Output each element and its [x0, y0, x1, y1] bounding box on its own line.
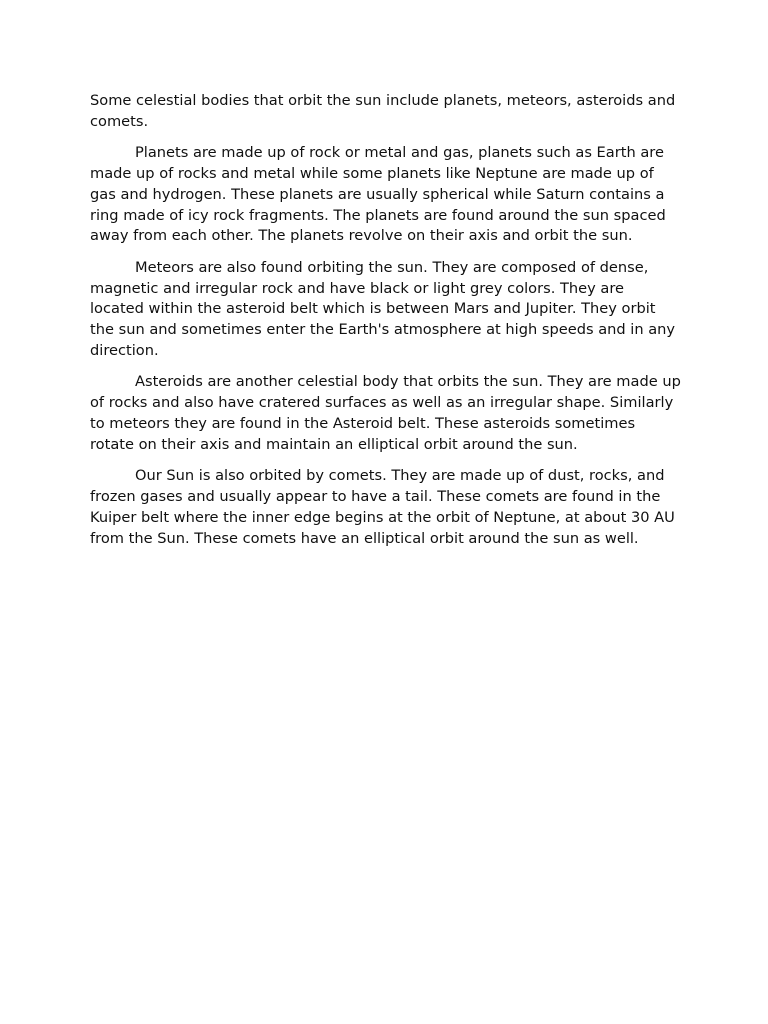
- paragraph-asteroids: Asteroids are another celestial body that orbits the sun. They are made up of rocks and also have cratered surfaces as well as an irregular shape. Similarly to meteors they are found in the Asteroid belt. These asteroids sometimes rotate on their axis and maintain an elliptical orbit around the sun.: [90, 373, 681, 453]
- document-body: [90, 91, 682, 560]
- paragraph-intro: Some celestial bodies that orbit the sun include planets, meteors, asteroids and comets.: [90, 92, 676, 130]
- paragraph-comets: Our Sun is also orbited by comets. They are made up of dust, rocks, and frozen gases and usually appear to have a tail. These comets are found in the Kuiper belt where the inner edge begins at the orbit of Neptune, at about 30 AU from the Sun. These comets have an elliptical orbit around the sun as well.: [90, 467, 675, 547]
- paragraph-planets: Planets are made up of rock or metal and gas, planets such as Earth are made up of rocks and metal while some planets like Neptune are made up of gas and hydrogen. These planets are usually spherical while Saturn contains a ring made of icy rock fragments. The planets are found around the sun spaced away from each other. The planets revolve on their axis and orbit the sun.: [90, 144, 666, 245]
- paragraph-meteors: Meteors are also found orbiting the sun. They are composed of dense, magnetic and irregular rock and have black or light grey colors. They are located within the asteroid belt which is between Mars and Jupiter. They orbit the sun and sometimes enter the Earth's atmosphere at high speeds and in any direction.: [90, 258, 676, 359]
